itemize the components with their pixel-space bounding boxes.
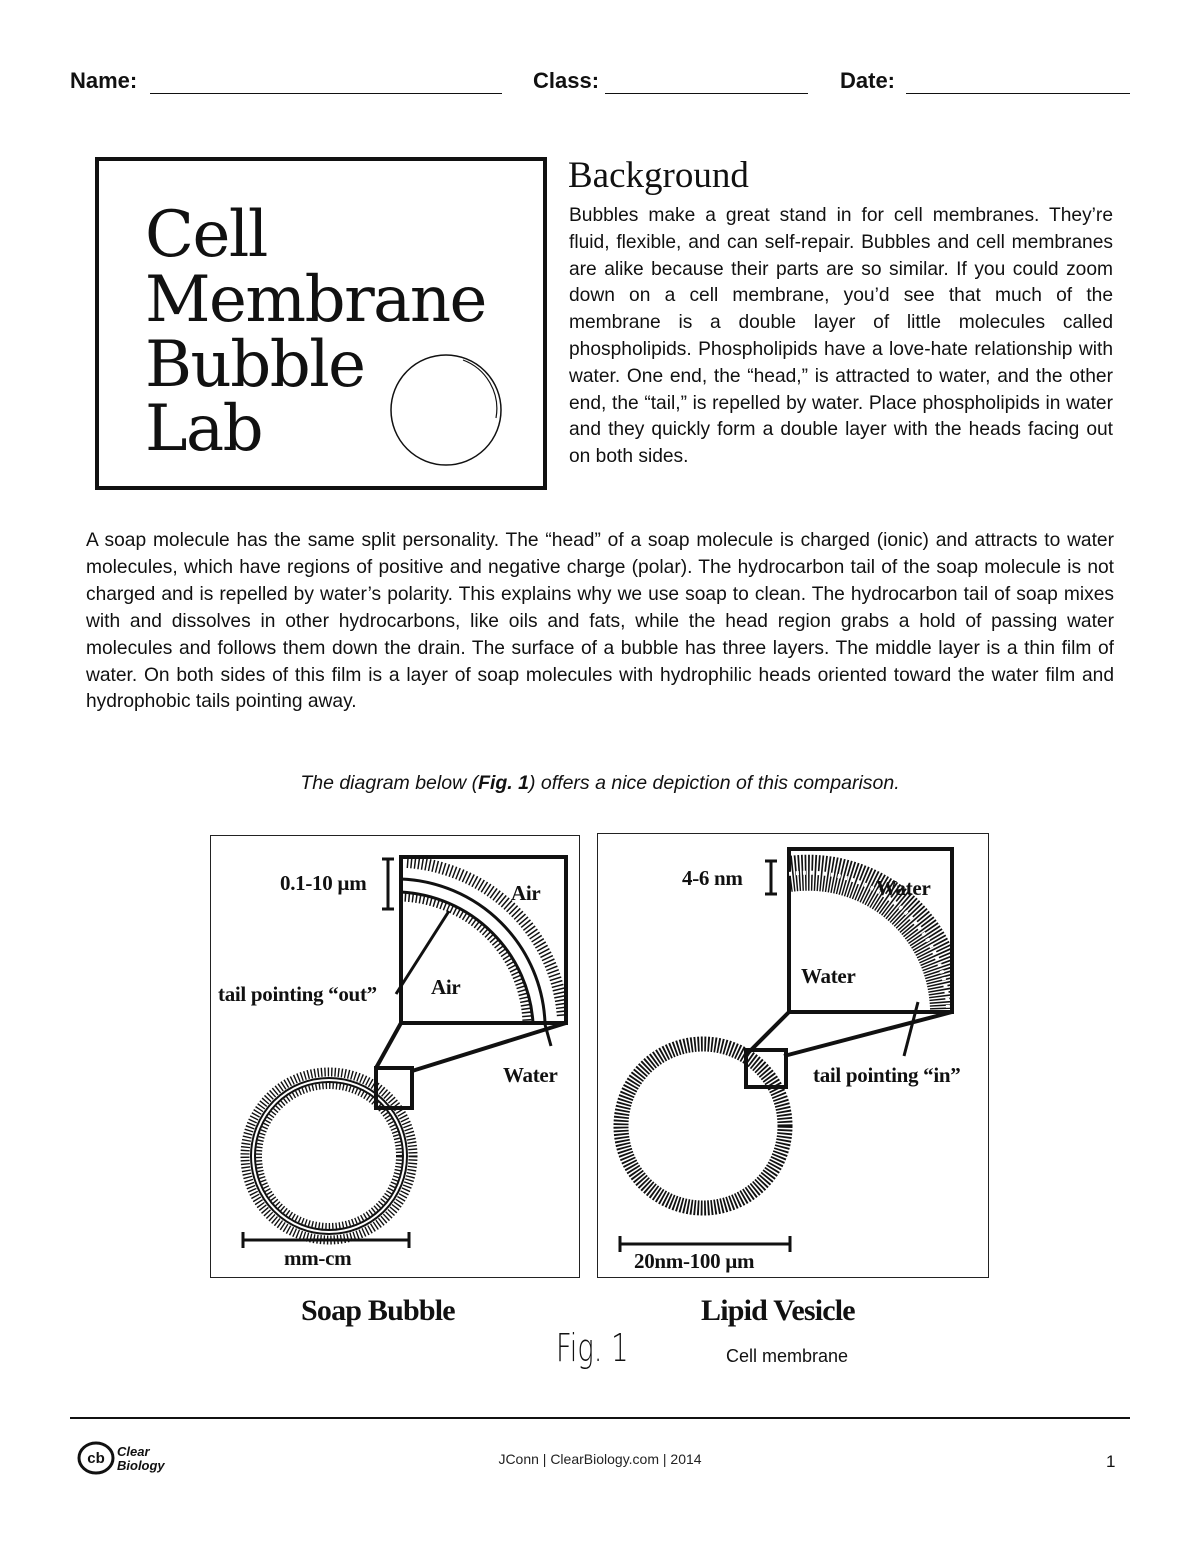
background-heading: Background (568, 155, 749, 196)
name-blank[interactable] (150, 93, 502, 94)
caption-text-after: ) offers a nice depiction of this comparison. (528, 772, 900, 794)
class-blank[interactable] (605, 93, 808, 94)
date-blank[interactable] (906, 93, 1130, 94)
soap-air-inner-label: Air (431, 975, 461, 999)
lipid-vesicle-diagram (598, 834, 990, 1279)
class-field (533, 64, 808, 98)
soap-air-outer-label: Air (511, 881, 541, 905)
soap-tail-label: tail pointing “out” (218, 982, 377, 1006)
vesicle-water-outer-label: Water (876, 876, 931, 900)
svg-text:Clear: Clear (117, 1444, 150, 1459)
title-line-4: Lab (145, 392, 263, 466)
soap-water-label: Water (503, 1063, 558, 1087)
soap-thickness-label: 0.1-10 µm (280, 871, 367, 895)
title-line-2: Membrane (145, 263, 486, 337)
vesicle-water-inner-label: Water (801, 964, 856, 988)
date-field (840, 64, 1130, 98)
name-label: Name: (70, 68, 138, 93)
date-label: Date: (840, 68, 896, 93)
class-label: Class: (533, 68, 600, 93)
svg-text:Biology: Biology (117, 1458, 165, 1473)
vesicle-thickness-label: 4-6 nm (682, 866, 743, 890)
student-info-header (70, 64, 1130, 100)
vesicle-tail-label: tail pointing “in” (813, 1063, 961, 1087)
caption-fig-ref: Fig. 1 (478, 772, 529, 794)
footer-credit: JConn | ClearBiology.com | 2014 (498, 1451, 702, 1467)
title-line-3: Bubble (145, 328, 365, 402)
lipid-vesicle-title: Lipid Vesicle (701, 1294, 855, 1327)
svg-text:cb: cb (87, 1450, 105, 1467)
footer-divider (70, 1417, 1130, 1419)
page-number: 1 (1106, 1452, 1116, 1471)
caption-text-before: The diagram below ( (300, 772, 479, 794)
soap-molecule-paragraph: A soap molecule has the same split personality. The “head” of a soap molecule is charged (ionic) and attracts to water molecules, which have regions of positive and negative charge (polar). The hydrocarbon tail of the soap molecule is not charged and is repelled by water’s polarity. This explains why we use soap to clean. The hydrocarbon tail of soap mixes with and dissolves in other hydrocarbons, like oils and fats, while the head region grabs a hold of passing water molecules and follows them down the drain. The surface of a bubble has three layers. The middle layer is a thin film of water. On both sides of this film is a layer of soap molecules with hydrophilic heads oriented toward the water film and hydrophobic tails pointing away. (86, 530, 1114, 713)
background-paragraph: Bubbles make a great stand in for cell membranes. They’re fluid, flexible, and can self-repair. Bubbles and cell membranes are alike because their parts are so similar. If you could zoom down on a cell membrane, you’d see that much of the membrane is a double layer of little molecules called phospholipids. Phospholipids have a love-hate relationship with water. One end, the “head,” is attracted to water, and the other end, the “tail,” is repelled by water. Place phospholipids in water and they quickly form a double layer with the heads facing out on both sides. (569, 205, 1113, 468)
soap-scale-label: mm-cm (284, 1246, 352, 1270)
figure-caption (0, 772, 1200, 795)
soap-bubble-title: Soap Bubble (301, 1294, 455, 1327)
title-box (95, 157, 547, 490)
lipid-vesicle-panel (597, 833, 989, 1278)
name-field (70, 64, 502, 98)
title-line-1: Cell (145, 198, 267, 272)
soap-bubble-panel (210, 835, 580, 1278)
vesicle-scale-label: 20nm-100 µm (634, 1249, 755, 1273)
bubble-icon (388, 350, 508, 470)
cell-membrane-note: Cell membrane (726, 1346, 849, 1366)
handwritten-fig-label: Fig. 1 (556, 1326, 629, 1370)
